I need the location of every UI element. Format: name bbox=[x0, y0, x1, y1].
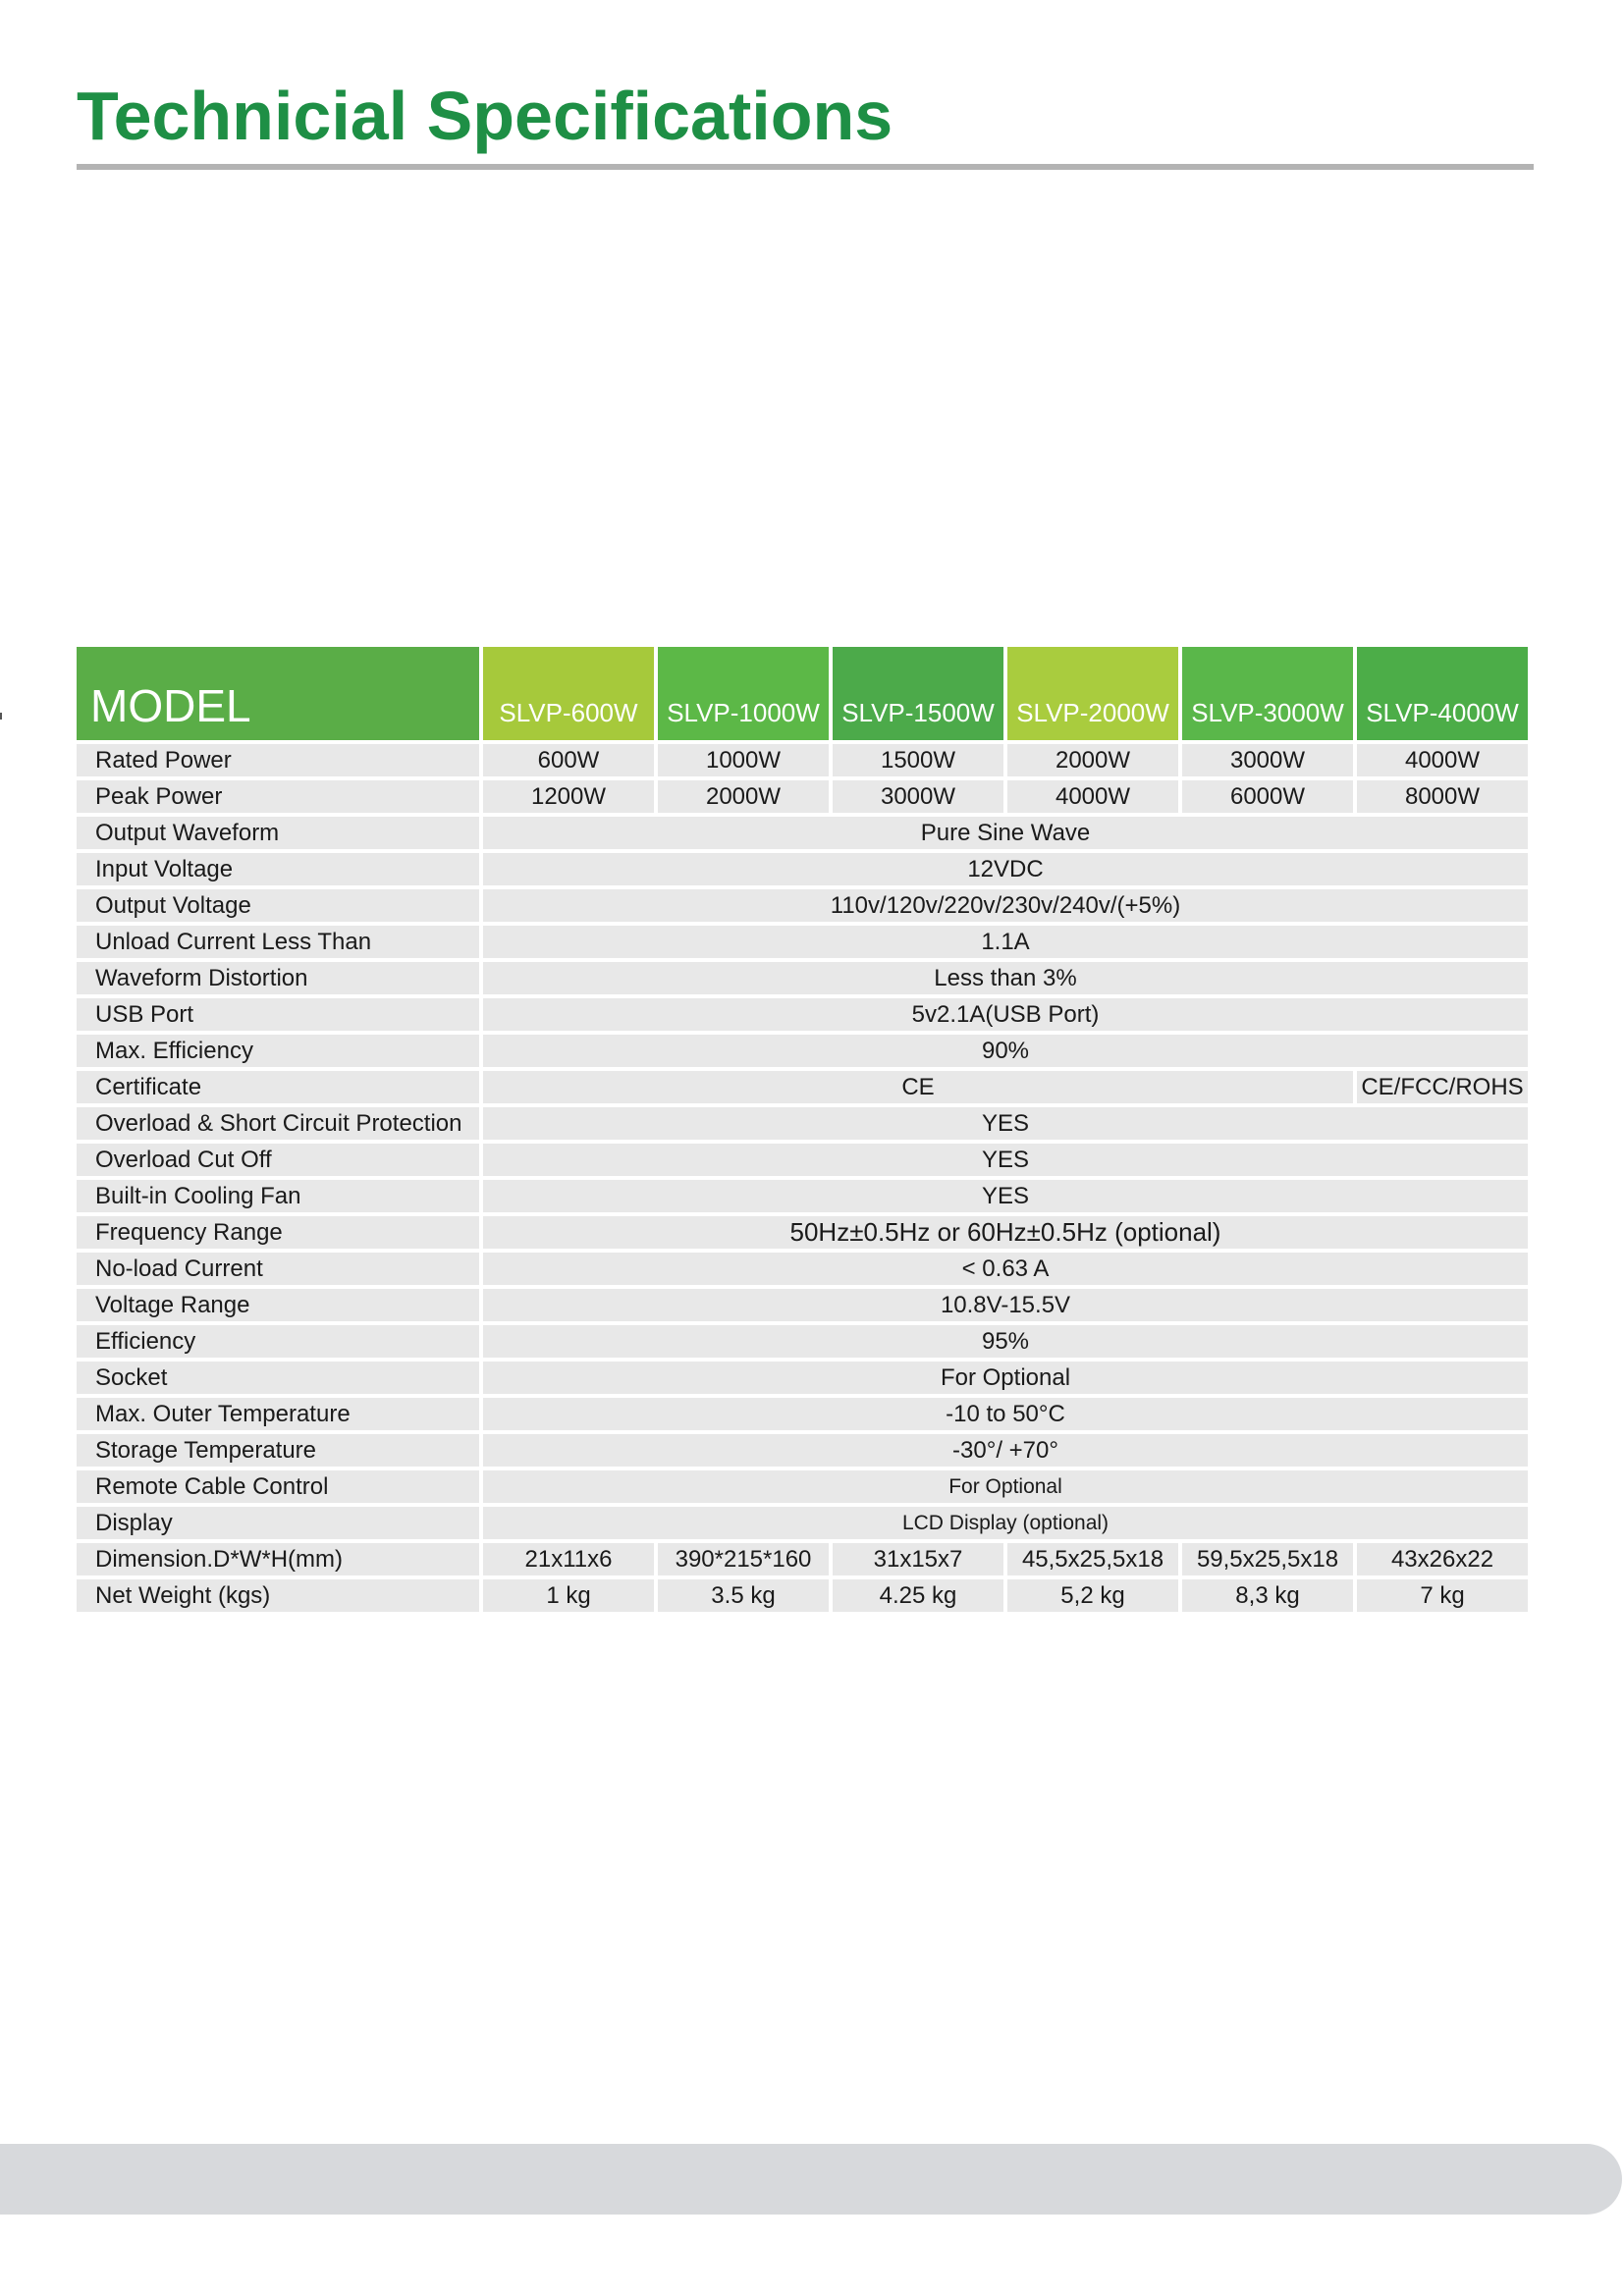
edge-mark bbox=[0, 713, 2, 720]
cell-value: 8,3 kg bbox=[1182, 1579, 1353, 1612]
row-label: No-load Current bbox=[77, 1253, 479, 1285]
cell-value: 110v/120v/220v/230v/240v/(+5%) bbox=[483, 889, 1528, 922]
header-row bbox=[77, 647, 1528, 740]
table-row bbox=[77, 744, 1528, 776]
row-label: Overload & Short Circuit Protection bbox=[77, 1107, 479, 1140]
model-slvp-2000w: SLVP-2000W bbox=[1007, 647, 1178, 740]
table-row bbox=[77, 998, 1528, 1031]
cell-value: 59,5x25,5x18 bbox=[1182, 1543, 1353, 1575]
row-label: Unload Current Less Than bbox=[77, 926, 479, 958]
cell-value: 390*215*160 bbox=[658, 1543, 829, 1575]
table-row bbox=[77, 1398, 1528, 1430]
model-header: MODEL bbox=[77, 647, 479, 740]
row-label: USB Port bbox=[77, 998, 479, 1031]
row-label: Dimension.D*W*H(mm) bbox=[77, 1543, 479, 1575]
cell-value: 31x15x7 bbox=[833, 1543, 1003, 1575]
cell-value: 21x11x6 bbox=[483, 1543, 654, 1575]
model-slvp-4000w: SLVP-4000W bbox=[1357, 647, 1528, 740]
cell-value: Pure Sine Wave bbox=[483, 817, 1528, 849]
table-row bbox=[77, 1289, 1528, 1321]
cell-value: 10.8V-15.5V bbox=[483, 1289, 1528, 1321]
cell-value: 90% bbox=[483, 1035, 1528, 1067]
model-slvp-600w: SLVP-600W bbox=[483, 647, 654, 740]
row-label: Voltage Range bbox=[77, 1289, 479, 1321]
table-row bbox=[77, 1470, 1528, 1503]
table-row bbox=[77, 926, 1528, 958]
row-label: Overload Cut Off bbox=[77, 1144, 479, 1176]
cell-value: 95% bbox=[483, 1325, 1528, 1358]
table-row bbox=[77, 1253, 1528, 1285]
table-row bbox=[77, 1216, 1528, 1249]
row-label: Waveform Distortion bbox=[77, 962, 479, 994]
cell-value: 6000W bbox=[1182, 780, 1353, 813]
row-label: Display bbox=[77, 1507, 479, 1539]
table-row bbox=[77, 1144, 1528, 1176]
table-row bbox=[77, 1543, 1528, 1575]
row-label: Output Waveform bbox=[77, 817, 479, 849]
cell-value: 50Hz±0.5Hz or 60Hz±0.5Hz (optional) bbox=[483, 1216, 1528, 1249]
table-row bbox=[77, 1579, 1528, 1612]
cell-value: CE/FCC/ROHS bbox=[1357, 1071, 1528, 1103]
cell-value: 43x26x22 bbox=[1357, 1543, 1528, 1575]
row-label: Input Voltage bbox=[77, 853, 479, 885]
cell-value: YES bbox=[483, 1144, 1528, 1176]
cell-value: 4.25 kg bbox=[833, 1579, 1003, 1612]
table-row bbox=[77, 962, 1528, 994]
table-row bbox=[77, 1071, 1528, 1103]
cell-value: For Optional bbox=[483, 1470, 1528, 1503]
cell-value: 8000W bbox=[1357, 780, 1528, 813]
row-label: Max. Efficiency bbox=[77, 1035, 479, 1067]
page-title: Technicial Specifications bbox=[77, 78, 893, 154]
cell-value: 1 kg bbox=[483, 1579, 654, 1612]
row-label: Rated Power bbox=[77, 744, 479, 776]
cell-value: 5v2.1A(USB Port) bbox=[483, 998, 1528, 1031]
cell-value: YES bbox=[483, 1180, 1528, 1212]
row-label: Net Weight (kgs) bbox=[77, 1579, 479, 1612]
cell-value: 3.5 kg bbox=[658, 1579, 829, 1612]
cell-value: 1200W bbox=[483, 780, 654, 813]
row-label: Peak Power bbox=[77, 780, 479, 813]
table-row bbox=[77, 1362, 1528, 1394]
cell-value: 1000W bbox=[658, 744, 829, 776]
cell-value: 1.1A bbox=[483, 926, 1528, 958]
cell-value: LCD Display (optional) bbox=[483, 1507, 1528, 1539]
cell-value: YES bbox=[483, 1107, 1528, 1140]
cell-value: 4000W bbox=[1357, 744, 1528, 776]
row-label: Output Voltage bbox=[77, 889, 479, 922]
cell-value: 2000W bbox=[658, 780, 829, 813]
title-divider bbox=[77, 164, 1534, 170]
table-row bbox=[77, 817, 1528, 849]
row-label: Certificate bbox=[77, 1071, 479, 1103]
row-label: Frequency Range bbox=[77, 1216, 479, 1249]
cell-value: Less than 3% bbox=[483, 962, 1528, 994]
cell-value: 5,2 kg bbox=[1007, 1579, 1178, 1612]
spec-table bbox=[73, 643, 1532, 1616]
cell-value: 3000W bbox=[1182, 744, 1353, 776]
model-slvp-1000w: SLVP-1000W bbox=[658, 647, 829, 740]
row-label: Built-in Cooling Fan bbox=[77, 1180, 479, 1212]
row-label: Max. Outer Temperature bbox=[77, 1398, 479, 1430]
cell-value: 7 kg bbox=[1357, 1579, 1528, 1612]
cell-value: 45,5x25,5x18 bbox=[1007, 1543, 1178, 1575]
table-row bbox=[77, 780, 1528, 813]
table-row bbox=[77, 889, 1528, 922]
cell-value: 12VDC bbox=[483, 853, 1528, 885]
table-row bbox=[77, 1507, 1528, 1539]
cell-value: For Optional bbox=[483, 1362, 1528, 1394]
row-label: Efficiency bbox=[77, 1325, 479, 1358]
row-label: Socket bbox=[77, 1362, 479, 1394]
cell-value: CE bbox=[483, 1071, 1353, 1103]
table-row bbox=[77, 853, 1528, 885]
cell-value: 3000W bbox=[833, 780, 1003, 813]
table-row bbox=[77, 1325, 1528, 1358]
table-row bbox=[77, 1035, 1528, 1067]
row-label: Remote Cable Control bbox=[77, 1470, 479, 1503]
cell-value: < 0.63 A bbox=[483, 1253, 1528, 1285]
cell-value: 2000W bbox=[1007, 744, 1178, 776]
cell-value: 600W bbox=[483, 744, 654, 776]
table-row bbox=[77, 1434, 1528, 1467]
cell-value: -30°/ +70° bbox=[483, 1434, 1528, 1467]
model-slvp-1500w: SLVP-1500W bbox=[833, 647, 1003, 740]
table-row bbox=[77, 1180, 1528, 1212]
row-label: Storage Temperature bbox=[77, 1434, 479, 1467]
table-row bbox=[77, 1107, 1528, 1140]
cell-value: 1500W bbox=[833, 744, 1003, 776]
footer-bar bbox=[0, 2144, 1622, 2215]
cell-value: -10 to 50°C bbox=[483, 1398, 1528, 1430]
cell-value: 4000W bbox=[1007, 780, 1178, 813]
model-slvp-3000w: SLVP-3000W bbox=[1182, 647, 1353, 740]
